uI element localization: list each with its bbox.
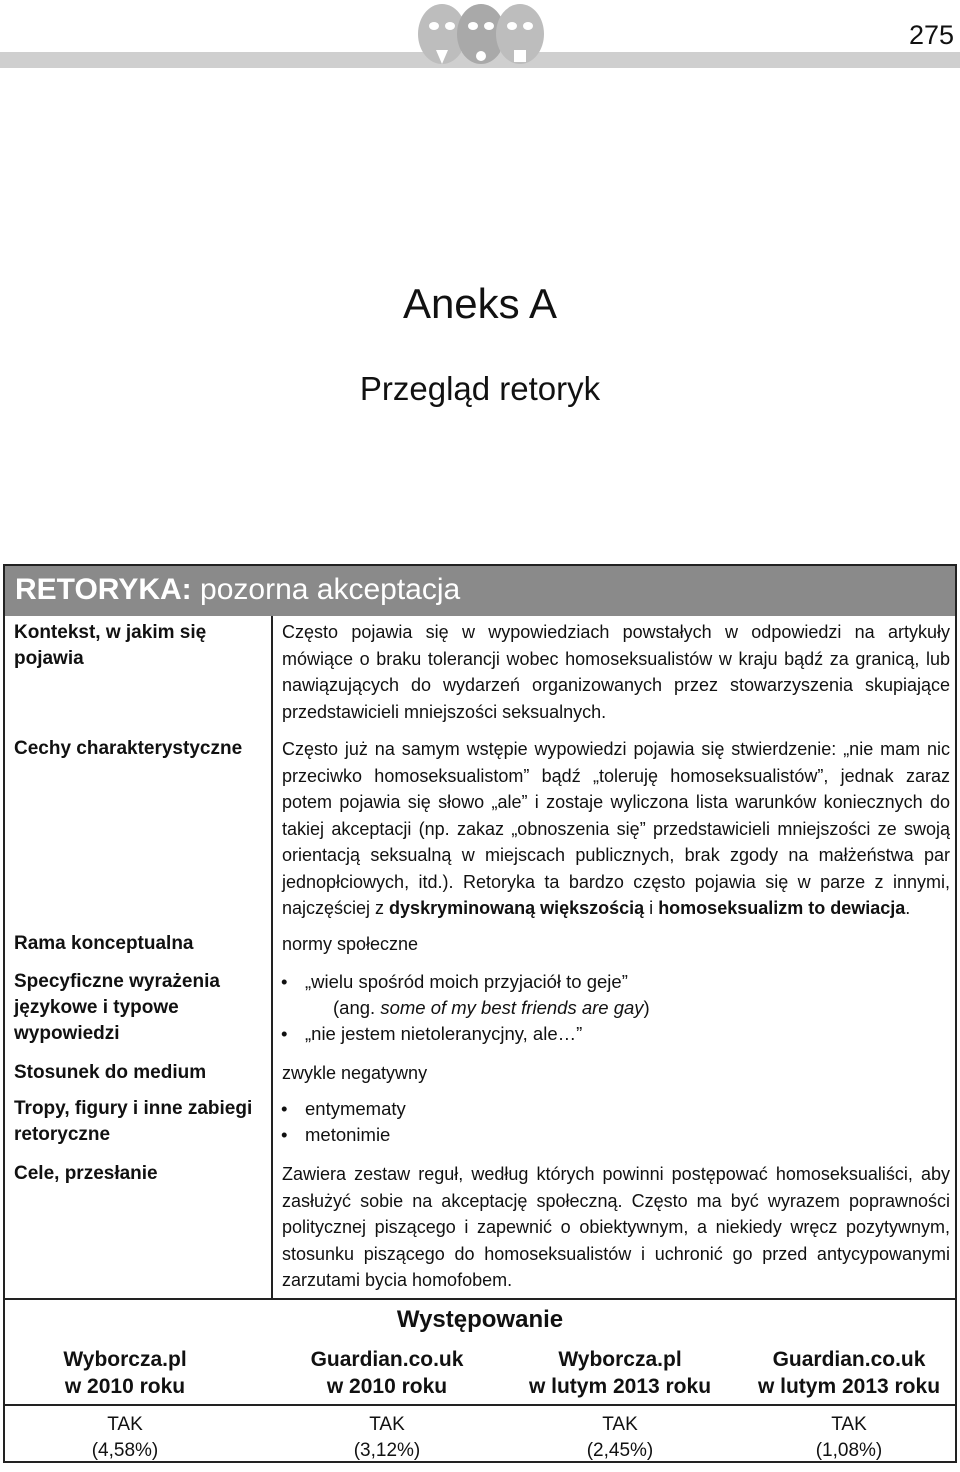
link-dewiacja: homoseksualizm to dewiacja bbox=[658, 898, 906, 918]
label-tropy: Tropy, figury i inne zabiegi retoryczne bbox=[14, 1098, 253, 1145]
occurrence-answer: TAK bbox=[831, 1414, 867, 1435]
label-cele: Cele, przesłanie bbox=[14, 1163, 158, 1184]
text-rama: normy społeczne bbox=[282, 934, 419, 954]
occurrence-period: w 2010 roku bbox=[64, 1375, 186, 1398]
occurrence-source: Guardian.co.uk bbox=[772, 1348, 926, 1371]
label-specyficzne: Specyficzne wyrażenia językowe i typowe wypowiedzi bbox=[14, 971, 220, 1044]
link-dyskryminowana: dyskryminowaną większością bbox=[389, 898, 645, 918]
occurrence-percent: (2,45%) bbox=[586, 1440, 654, 1461]
bullet-item-2: • „nie jestem nietoleranycjny, ale…” bbox=[305, 1021, 582, 1047]
page-number: 275 bbox=[908, 20, 954, 50]
occurrence-source: Guardian.co.uk bbox=[310, 1348, 464, 1371]
text-cechy-end: . bbox=[905, 898, 911, 918]
text-cechy bbox=[282, 736, 950, 922]
occurrence-answer: TAK bbox=[107, 1414, 143, 1435]
occurrence-val-3 bbox=[500, 1412, 740, 1464]
page-title: Aneks A bbox=[402, 280, 558, 327]
label-rama: Rama konceptualna bbox=[14, 933, 194, 954]
occurrence-col-2 bbox=[267, 1346, 507, 1400]
occurrence-percent: (1,08%) bbox=[815, 1440, 883, 1461]
occurrence-val-1 bbox=[5, 1412, 245, 1464]
rhetoric-table bbox=[3, 564, 957, 1463]
occurrence-period: w lutym 2013 roku bbox=[528, 1375, 712, 1398]
masks-logo-icon bbox=[414, 0, 548, 72]
text-kontekst: Często pojawia się w wypowiedziach powstałych w odpowiedzi na artykuły mówiące o braku tolerancji wobec homoseksualistów w kraju bądź za granicą, lub nawiązujących do wydarzeń organizowanych przez stowarzyszenia skupiające przedstawicieli mniejszości seksualnych. bbox=[282, 622, 950, 722]
page-subtitle: Przegląd retoryk bbox=[359, 370, 601, 407]
occurrence-answer: TAK bbox=[369, 1414, 405, 1435]
occurrence-col-4 bbox=[729, 1346, 960, 1400]
occurrence-answer: TAK bbox=[602, 1414, 638, 1435]
note-open: (ang. bbox=[333, 997, 381, 1018]
note-italic: some of my best friends are gay bbox=[380, 997, 644, 1018]
label-cechy: Cechy charakterystyczne bbox=[14, 738, 243, 759]
bullet-item-1-note bbox=[333, 995, 650, 1021]
occurrence-source: Wyborcza.pl bbox=[558, 1348, 682, 1371]
bullet-entymematy: • entymematy bbox=[305, 1096, 406, 1122]
header-label: RETORYKA: bbox=[15, 573, 192, 606]
occurrence-divider-top bbox=[5, 1298, 955, 1300]
occurrence-percent: (3,12%) bbox=[353, 1440, 421, 1461]
bullet-metonimie: • metonimie bbox=[305, 1122, 390, 1148]
text-cechy-body: Często już na samym wstępie wypowiedzi pojawia się stwierdzenie: „nie mam nic przeciwko homoseksualistom” bądź „toleruję homoseksualistów”, jednak zaraz potem pojawia się słowo „ale” i zostaje wyliczona lista warunków koniecznych do takiej akceptacji (np. zakaz „obnoszenia się” przedstawicieli mniejszości ze swoją orientacją seksualną w miejscach publicznych, brak zgody na małżeństwa par jednopłciowych, itd.). Retoryka ta bardzo często pojawia się w parze z innymi, najczęściej z bbox=[282, 739, 950, 918]
note-close: ) bbox=[643, 997, 650, 1018]
occurrence-source: Wyborcza.pl bbox=[63, 1348, 187, 1371]
text-stosunek: zwykle negatywny bbox=[282, 1063, 428, 1083]
label-stosunek: Stosunek do medium bbox=[14, 1062, 207, 1083]
text-cechy-connector: i bbox=[644, 898, 659, 918]
occurrence-col-1 bbox=[5, 1346, 245, 1400]
occurrence-val-2 bbox=[267, 1412, 507, 1464]
occurrence-percent: (4,58%) bbox=[91, 1440, 159, 1461]
occurrence-period: w lutym 2013 roku bbox=[757, 1375, 941, 1398]
occurrence-title: Występowanie bbox=[396, 1306, 564, 1333]
bullet-item-1: • „wielu spośród moich przyjaciół to geje” bbox=[305, 969, 628, 995]
label-kontekst: Kontekst, w jakim się pojawia bbox=[14, 622, 207, 669]
table-header bbox=[5, 566, 955, 616]
occurrence-col-3 bbox=[500, 1346, 740, 1400]
column-divider bbox=[271, 616, 273, 1298]
occurrence-divider-mid bbox=[5, 1404, 955, 1406]
occurrence-val-4 bbox=[729, 1412, 960, 1464]
text-cele: Zawiera zestaw reguł, według których powinni postępować homoseksualiści, aby zasłużyć sobie na akceptację społeczną. Często ma być wyrazem poprawności politycznej piszącego i zapewnić o obiektywnym, a niekiedy wręcz pozytywnym, stosunku piszącego do homoseksualistów i uchronić go przed antycypowanymi zarzutami bycia homofobem. bbox=[282, 1164, 950, 1290]
occurrence-period: w 2010 roku bbox=[326, 1375, 448, 1398]
header-title: pozorna akceptacja bbox=[191, 573, 461, 606]
